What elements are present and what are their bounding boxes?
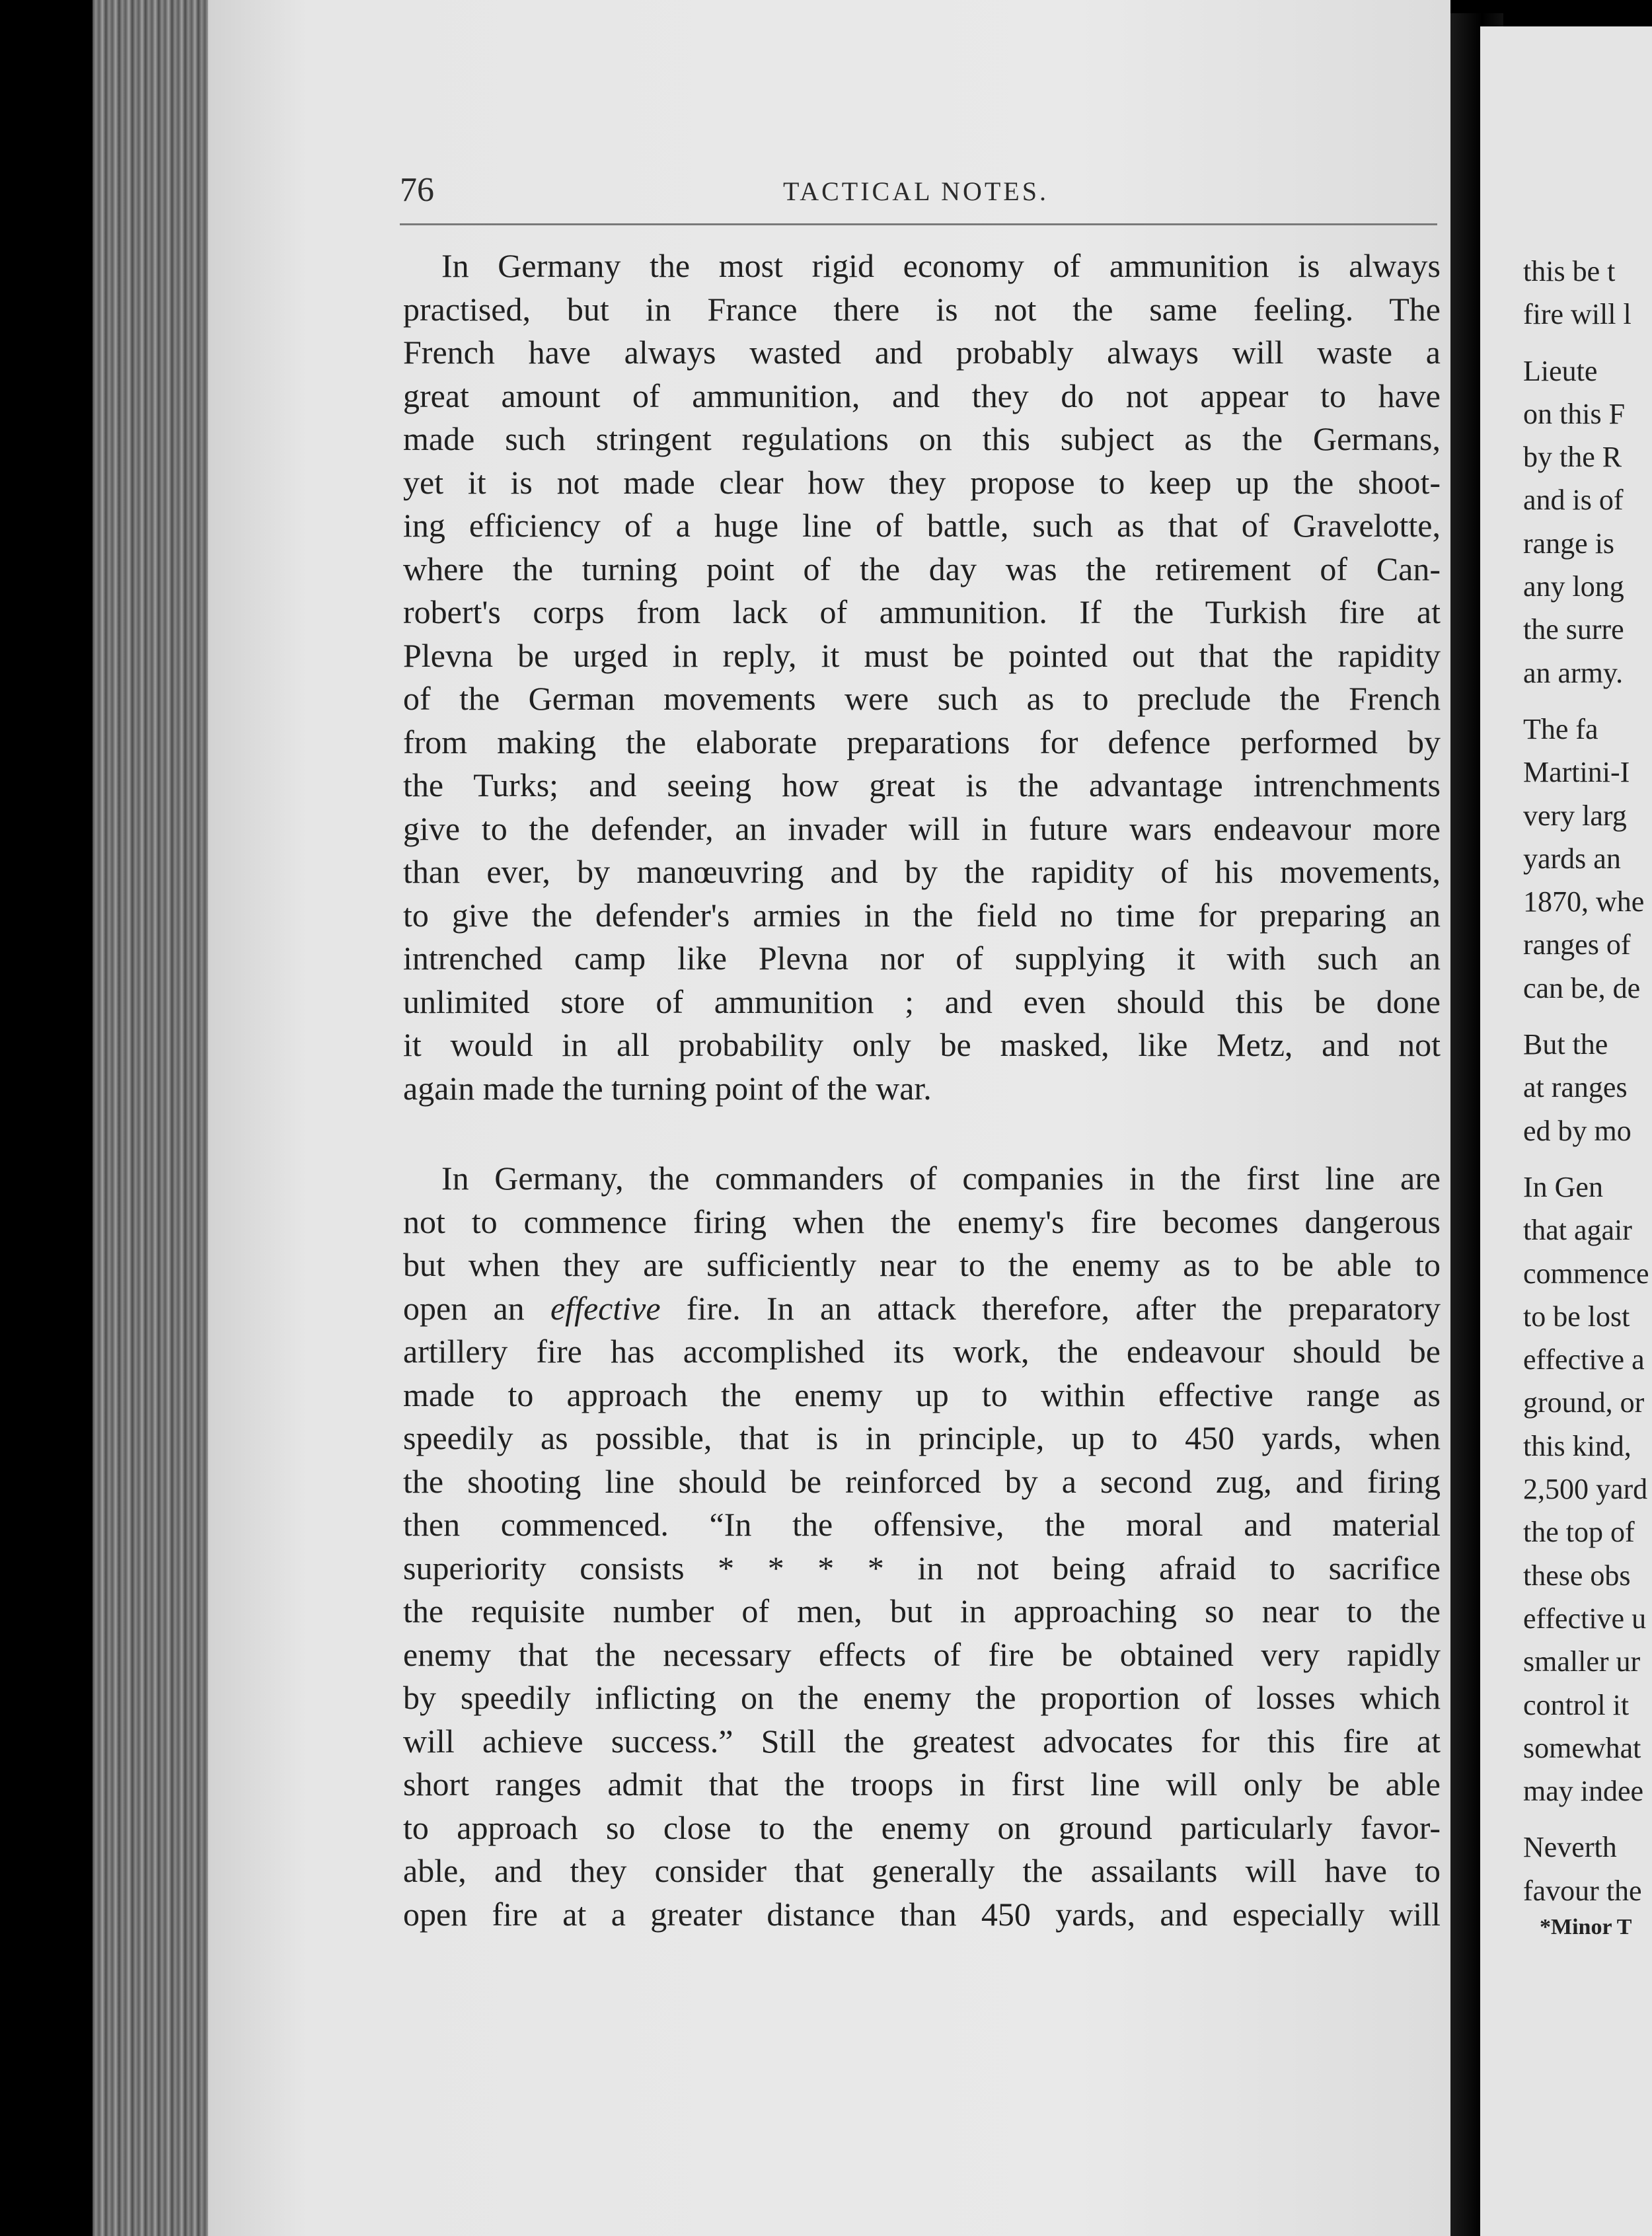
paragraph-gap — [1523, 694, 1652, 708]
facing-page-line: favour the — [1523, 1874, 1642, 1907]
page-header — [400, 170, 1437, 210]
facing-page-line: may indee — [1523, 1775, 1644, 1808]
facing-page-line: ranges of — [1523, 928, 1631, 961]
facing-page-line: by the R — [1523, 441, 1622, 474]
running-head: TACTICAL NOTES. — [783, 176, 1049, 206]
italic-word: effective — [550, 1289, 661, 1327]
facing-page-line: 2,500 yard — [1523, 1473, 1648, 1506]
book-page-edges — [93, 0, 211, 2236]
facing-page-line: Martini-I — [1523, 756, 1630, 789]
text-line: In Germany, the commanders of companies in the first line are — [441, 1160, 1441, 1197]
facing-page-line: effective a — [1523, 1343, 1645, 1376]
text-line: but when they are sufficiently near to the enemy as to be able to — [403, 1246, 1441, 1283]
text-line: practised, but in France there is not the same feeling. The — [403, 290, 1441, 328]
text-line: great amount of ammunition, and they do not appear to have — [403, 377, 1441, 414]
facing-page-line: ground, or — [1523, 1386, 1645, 1419]
paragraph-1 — [403, 244, 1441, 1110]
text-line: the shooting line should be reinforced by a second zug, and firing — [403, 1462, 1441, 1500]
facing-page-line: The fa — [1523, 712, 1598, 745]
text-line: give to the defender, an invader will in future wars endeavour more — [403, 809, 1441, 847]
facing-page-line: an army. — [1523, 656, 1624, 689]
text-line: superiority consists * * * * in not being afraid to sacrifice — [403, 1549, 1441, 1586]
facing-page-line: that agair — [1523, 1214, 1632, 1247]
facing-page-line: But the — [1523, 1028, 1608, 1061]
text-line: artillery fire has accomplished its work, the endeavour should be — [403, 1333, 1441, 1370]
facing-page-line: these obs — [1523, 1559, 1631, 1592]
text-line: than ever, by manœuvring and by the rapidity of his movements, — [403, 853, 1441, 890]
text-line: the requisite number of men, but in approaching so near to the — [403, 1592, 1441, 1629]
text-run: open an — [403, 1289, 550, 1327]
facing-page-line: fire will l — [1523, 298, 1632, 331]
paragraph-2 — [403, 1157, 1441, 1936]
text-line: from making the elaborate preparations for defence performed by — [403, 723, 1441, 761]
header-rule — [400, 223, 1437, 225]
facing-page-line: at ranges — [1523, 1071, 1628, 1104]
facing-page-line: any long — [1523, 570, 1624, 603]
facing-page-line: control it — [1523, 1688, 1630, 1721]
paragraph-gap — [1523, 1010, 1652, 1023]
text-line: open fire at a greater distance than 450 yards, and especially will — [403, 1895, 1441, 1933]
facing-page-line: Lieute — [1523, 354, 1598, 387]
facing-page-line: commence — [1523, 1257, 1649, 1290]
facing-page-line: smaller ur — [1523, 1645, 1641, 1678]
facing-page-line: the top of — [1523, 1516, 1635, 1549]
text-line: where the turning point of the day was the retirement of Can- — [403, 550, 1441, 587]
facing-page — [1480, 26, 1652, 2236]
facing-page-line: In Gen — [1523, 1170, 1603, 1203]
facing-page-text — [1523, 250, 1652, 1912]
text-line: short ranges admit that the troops in first line will only be able — [403, 1766, 1441, 1803]
text-line: then commenced. “In the offensive, the moral and material — [403, 1506, 1441, 1543]
facing-page-line: yards an — [1523, 842, 1621, 875]
text-line: to approach so close to the enemy on ground particularly favor- — [403, 1808, 1441, 1846]
paragraph-gap — [1523, 336, 1652, 350]
text-line: again made the turning point of the war. — [403, 1069, 932, 1107]
facing-page-line: somewhat — [1523, 1731, 1641, 1764]
text-line: it would in all probability only be masked, like Metz, and not — [403, 1026, 1441, 1063]
page-number: 76 — [400, 171, 434, 209]
text-line: made such stringent regulations on this subject as the Germans, — [403, 420, 1441, 457]
facing-page-line: 1870, whe — [1523, 885, 1645, 918]
text-line: unlimited store of ammunition ; and even should this be done — [403, 983, 1441, 1020]
facing-page-line: to be lost — [1523, 1300, 1630, 1333]
text-line: by speedily inflicting on the enemy the proportion of losses which — [403, 1679, 1441, 1716]
facing-page-line: can be, de — [1523, 971, 1641, 1004]
paragraph-gap — [1523, 1152, 1652, 1166]
text-line: to give the defender's armies in the field no time for preparing an — [403, 896, 1441, 934]
text-line: French have always wasted and probably always will waste a — [403, 334, 1441, 371]
text-line: ing efficiency of a huge line of battle, such as that of Gravelotte, — [403, 507, 1441, 544]
facing-page-line: this kind, — [1523, 1429, 1632, 1462]
facing-page-line: ed by mo — [1523, 1114, 1632, 1147]
facing-page-footnote: *Minor T — [1540, 1915, 1632, 1939]
facing-page-line: very larg — [1523, 799, 1627, 832]
text-line: In Germany the most rigid economy of ammunition is always — [441, 247, 1441, 284]
facing-page-line: and is of — [1523, 484, 1624, 517]
text-line: not to commence firing when the enemy's fire becomes dangerous — [403, 1203, 1441, 1240]
text-line: enemy that the necessary effects of fire be obtained very rapidly — [403, 1635, 1441, 1673]
text-line — [403, 1287, 1441, 1331]
facing-page-line: range is — [1523, 527, 1615, 560]
text-line: will achieve success.” Still the greatest advocates for this fire at — [403, 1722, 1441, 1760]
text-line: the Turks; and seeing how great is the advantage intrenchments — [403, 766, 1441, 803]
text-line: made to approach the enemy up to within effective range as — [403, 1376, 1441, 1413]
text-line: yet it is not made clear how they propose to keep up the shoot- — [403, 463, 1441, 501]
text-line: of the German movements were such as to preclude the French — [403, 680, 1441, 717]
facing-page-line: effective u — [1523, 1602, 1647, 1635]
text-line: able, and they consider that generally the assailants will have to — [403, 1852, 1441, 1889]
text-line: robert's corps from lack of ammunition. If the Turkish fire at — [403, 593, 1441, 630]
facing-page-line: Neverth — [1523, 1831, 1617, 1864]
text-run: fire. In an attack therefore, after the preparatory — [660, 1289, 1441, 1327]
facing-page-line: this be t — [1523, 255, 1616, 287]
paragraph-gap — [1523, 1812, 1652, 1826]
text-line: speedily as possible, that is in principle, up to 450 yards, when — [403, 1419, 1441, 1456]
facing-page-line: the surre — [1523, 613, 1624, 646]
facing-page-line: on this F — [1523, 397, 1626, 430]
scan-background — [0, 0, 93, 2236]
text-line: intrenched camp like Plevna nor of supplying it with such an — [403, 940, 1441, 977]
text-line: Plevna be urged in reply, it must be pointed out that the rapidity — [403, 636, 1441, 674]
